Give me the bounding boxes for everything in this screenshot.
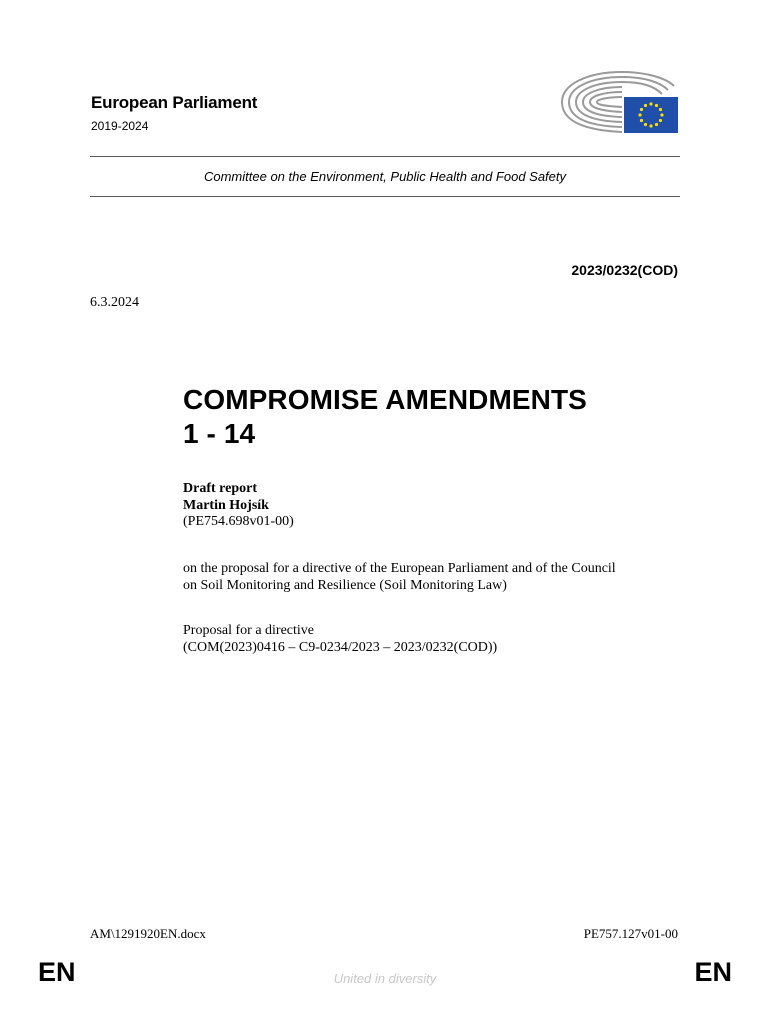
institution-name: European Parliament	[91, 93, 258, 112]
document-date: 6.3.2024	[90, 295, 139, 310]
file-reference: AM\1291920EN.docx	[90, 926, 206, 941]
language-code-right: EN	[694, 957, 732, 987]
parliamentary-term: 2019-2024	[91, 119, 149, 133]
report-kind: Draft report	[183, 481, 257, 496]
document-title	[183, 383, 587, 451]
report-reference: (PE754.698v01-00)	[183, 514, 294, 529]
subject-line: on Soil Monitoring and Resilience (Soil Monitoring Law)	[183, 578, 507, 593]
proposal-reference	[183, 622, 683, 656]
proposal-subject	[183, 560, 683, 594]
european-parliament-logo-icon	[558, 68, 680, 134]
report-details	[183, 481, 294, 531]
language-code-left: EN	[38, 957, 76, 987]
header-divider-top	[90, 156, 680, 157]
subject-line: on the proposal for a directive of the European Parliament and of the Council	[183, 561, 616, 576]
proposal-type: Proposal for a directive	[183, 623, 315, 638]
document-title-line: COMPROMISE AMENDMENTS	[183, 384, 587, 415]
document-title-range: 1 - 14	[183, 418, 256, 449]
committee-name: Committee on the Environment, Public Health and Food Safety	[203, 169, 567, 184]
procedure-reference: 2023/0232(COD)	[571, 262, 678, 278]
pe-reference: PE757.127v01-00	[583, 926, 678, 941]
rapporteur-name: Martin Hojsík	[183, 497, 269, 513]
eu-motto: United in diversity	[333, 971, 437, 986]
proposal-codes: (COM(2023)0416 – C9-0234/2023 – 2023/0232(COD))	[183, 640, 498, 655]
header-divider-bottom	[90, 196, 680, 197]
